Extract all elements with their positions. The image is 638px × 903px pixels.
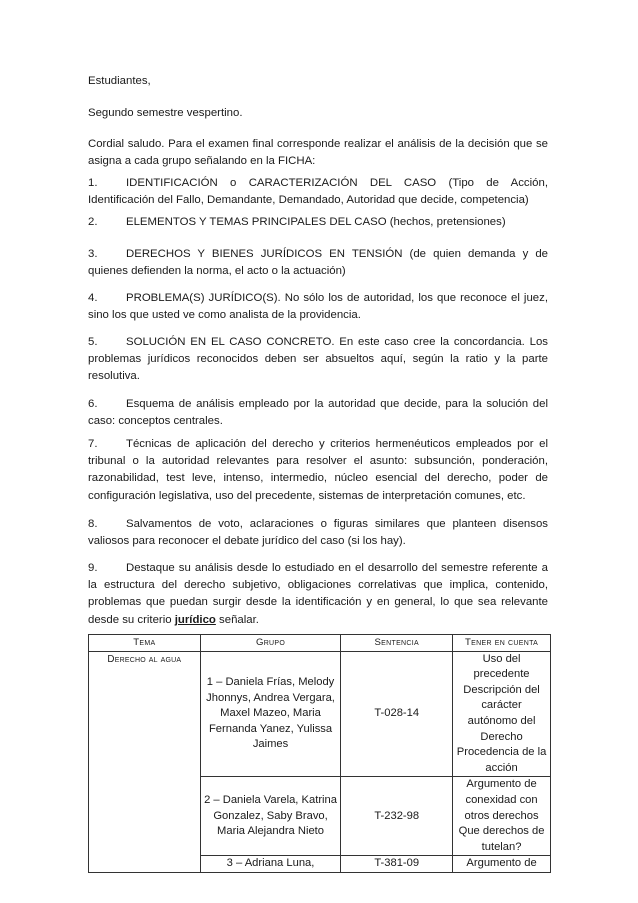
header-grupo: Grupo (200, 635, 341, 652)
list-item-9: 9. Destaque su análisis desde lo estudiado en el desarrollo del semestre referente a la estructura del derecho subjetivo, obligaciones correlativas que implica, contenido, problemas que puedan surgir desde la identificación y en general, lo que sea relevante desde su criterio jurídico señalar. (88, 562, 548, 626)
cell-tema: Derecho al agua (89, 651, 201, 872)
greeting: Estudiantes, (88, 75, 151, 87)
list-item-4: 4. PROBLEMA(S) JURÍDICO(S). No sólo los de autoridad, los que reconoce el juez, sino los que usted ve como analista de la providencia. (88, 292, 548, 322)
list-item-6: 6. Esquema de análisis empleado por la autoridad que decide, para la solución del caso: conceptos centrales. (88, 398, 548, 428)
header-tema: Tema (89, 635, 201, 652)
table-header-row (89, 635, 551, 652)
cell-sentencia: T-381-09 (341, 856, 453, 873)
header-tener: Tener en cuenta (453, 635, 551, 652)
emphasis-juridico: jurídico (174, 613, 216, 626)
list-item-5: 5. SOLUCIÓN EN EL CASO CONCRETO. En este caso cree la concordancia. Los problemas jurídicos reconocidos deben ser absueltos aquí, según la ratio y la parte resolutiva. (88, 336, 548, 383)
list-item-8: 8. Salvamentos de voto, aclaraciones o figuras similares que planteen disensos valiosos para reconocer el debate jurídico del caso (si los hay). (88, 518, 548, 548)
assignment-table (88, 634, 551, 873)
semester-line: Segundo semestre vespertino. (88, 107, 243, 119)
list-item-1: 1. IDENTIFICACIÓN o CARACTERIZACIÓN DEL CASO (Tipo de Acción, Identificación del Fallo, Demandante, Demandado, Autoridad que decide, competencia) (88, 177, 548, 207)
cell-sentencia: T-232-98 (341, 777, 453, 856)
header-sentencia: Sentencia (341, 635, 453, 652)
table-row (89, 651, 551, 777)
list-item-2: 2. ELEMENTOS Y TEMAS PRINCIPALES DEL CASO (hechos, pretensiones) (88, 216, 506, 228)
cell-tener: Uso del precedente Descripción del carácter autónomo del Derecho Procedencia de la acción (453, 651, 551, 777)
cell-sentencia: T-028-14 (341, 651, 453, 777)
cell-tener: Argumento de (453, 856, 551, 873)
intro-paragraph: Cordial saludo. Para el examen final corresponde realizar el análisis de la decisión que se asigna a cada grupo señalando en la FICHA: (88, 138, 548, 168)
list-item-7: 7. Técnicas de aplicación del derecho y criterios hermenéuticos empleados por el tribunal o la autoridad relevantes para resolver el asunto: subsunción, ponderación, razonabilidad, test leve, intenso, intermedio, núcleo esencial del derecho, poder de configuración legislativa, uso del precedente, sistemas de interpretación comunes, etc. (88, 438, 548, 502)
cell-grupo: 2 – Daniela Varela, Katrina Gonzalez, Saby Bravo, Maria Alejandra Nieto (200, 777, 341, 856)
cell-grupo: 3 – Adriana Luna, (200, 856, 341, 873)
cell-grupo: 1 – Daniela Frías, Melody Jhonnys, Andrea Vergara, Maxel Mazeo, Maria Fernanda Yanez, Yulissa Jaimes (200, 651, 341, 777)
list-item-3: 3. DERECHOS Y BIENES JURÍDICOS EN TENSIÓN (de quien demanda y de quienes defienden la norma, el acto o la actuación) (88, 248, 548, 278)
cell-tener: Argumento de conexidad con otros derechos Que derechos de tutelan? (453, 777, 551, 856)
